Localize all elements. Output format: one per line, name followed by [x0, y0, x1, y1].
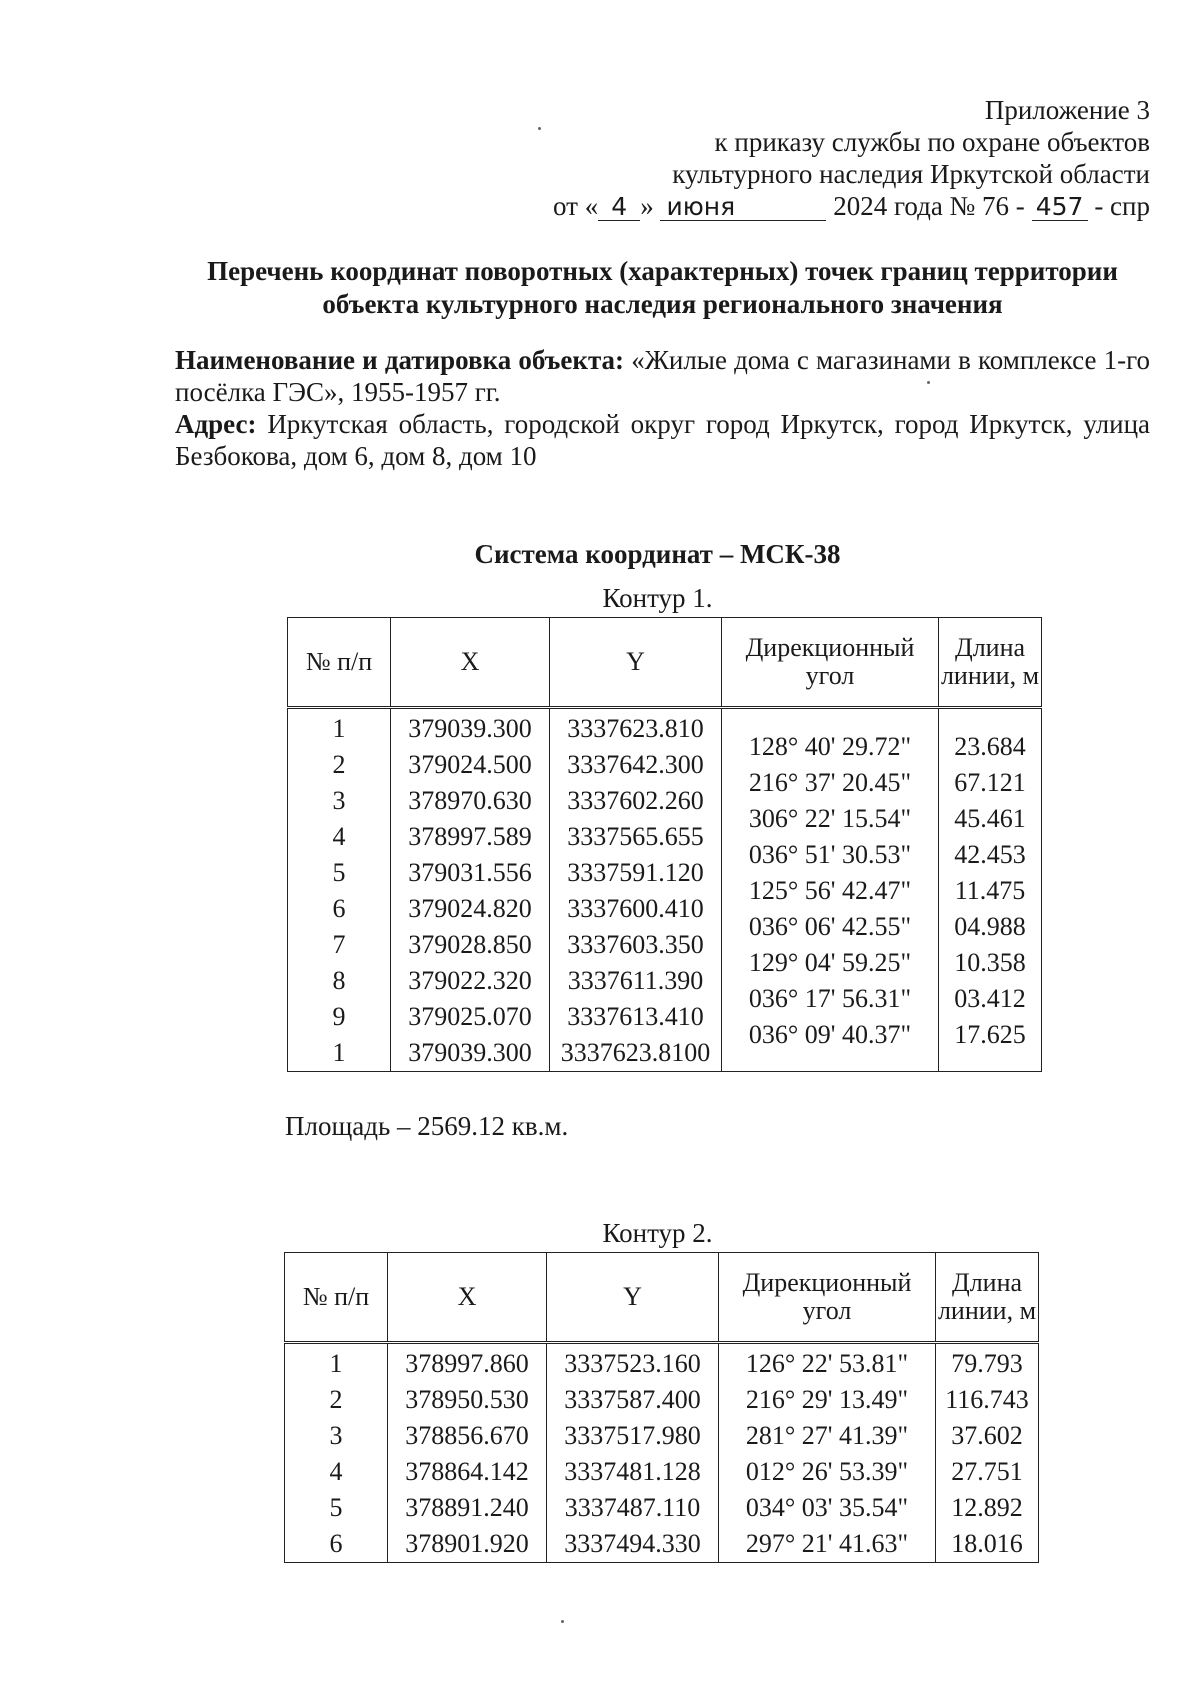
table-header-row	[288, 618, 1042, 708]
contour1-num-column	[288, 708, 391, 1072]
contour1-table	[287, 617, 1042, 1072]
document-title-line2: объекта культурного наследия регионального значения	[322, 289, 1003, 319]
header-length: Длина линии, м	[939, 618, 1042, 708]
y-coordinate: 3337642.300	[567, 750, 704, 779]
document-title-line1: Перечень координат поворотных (характерных) точек границ территории	[207, 256, 1118, 286]
point-num: 6	[332, 894, 346, 923]
object-address-value: Иркутская область, городской округ город Иркутск, город Иркутск, улица Безбокова, дом 6, дом 8, дом 10	[175, 409, 1151, 471]
line-length: 17.625	[954, 1020, 1026, 1049]
x-coordinate: 379022.320	[408, 966, 532, 995]
y-coordinate: 3337603.350	[567, 930, 704, 959]
y-coordinate: 3337517.980	[564, 1421, 701, 1450]
contour1-area: Площадь – 2569.12 кв.м.	[285, 1111, 569, 1141]
point-num: 3	[332, 786, 346, 815]
header-length: Длина линии, м	[936, 1253, 1039, 1343]
header-num: № п/п	[285, 1253, 388, 1343]
object-name-label: Наименование и датировка объекта:	[175, 345, 625, 375]
line-length: 37.602	[951, 1421, 1023, 1450]
y-coordinate: 3337623.810	[567, 714, 704, 743]
contour1-x-column	[391, 708, 550, 1072]
direction-angle: 126° 22' 53.81"	[745, 1349, 909, 1378]
point-num: 1	[329, 1349, 343, 1378]
x-coordinate: 379039.300	[408, 1038, 532, 1067]
line-length: 18.016	[951, 1529, 1023, 1558]
date-mid: »	[640, 191, 654, 221]
header-angle: Дирекционный угол	[722, 618, 939, 708]
point-num: 4	[329, 1457, 343, 1486]
coordinate-system-title: Система координат – МСК-38	[474, 539, 841, 569]
line-length: 12.892	[951, 1493, 1023, 1522]
direction-angle: 306° 22' 15.54"	[748, 804, 912, 833]
y-coordinate: 3337613.410	[567, 1002, 704, 1031]
contour2-y-column	[547, 1343, 719, 1563]
y-coordinate: 3337523.160	[564, 1349, 701, 1378]
x-coordinate: 378864.142	[405, 1457, 529, 1486]
contour1-y-column	[550, 708, 722, 1072]
header-angle: Дирекционный угол	[719, 1253, 936, 1343]
contour1-label: Контур 1.	[602, 583, 713, 613]
handwritten-month: июня	[660, 194, 826, 221]
line-length: 11.475	[954, 876, 1026, 905]
x-coordinate: 379024.820	[408, 894, 532, 923]
contour2-body	[285, 1343, 1039, 1563]
y-coordinate: 3337487.110	[564, 1493, 701, 1522]
header-y: Y	[550, 618, 722, 708]
line-length: 67.121	[954, 768, 1026, 797]
line-length: 116.743	[945, 1385, 1029, 1414]
y-coordinate: 3337481.128	[564, 1457, 701, 1486]
line-length: 42.453	[954, 840, 1026, 869]
object-name-value: «Жилые дома с магазинами в комплексе 1-го посёлка ГЭС», 1955-1957 гг.	[175, 345, 1151, 407]
x-coordinate: 378856.670	[405, 1421, 529, 1450]
contour2-angle-column	[719, 1343, 936, 1563]
handwritten-day: 4	[598, 194, 640, 221]
table-header-row	[285, 1253, 1039, 1343]
object-address-label: Адрес:	[175, 409, 257, 439]
direction-angle: 216° 29' 13.49"	[745, 1385, 909, 1414]
direction-angle: 036° 17' 56.31"	[748, 984, 912, 1013]
direction-angle: 036° 09' 40.37"	[748, 1020, 912, 1049]
appendix-order-line: к приказу службы по охране объектов	[714, 127, 1150, 157]
direction-angle: 129° 04' 59.25"	[748, 948, 912, 977]
x-coordinate: 378950.530	[405, 1385, 529, 1414]
header-num: № п/п	[288, 618, 391, 708]
line-length: 03.412	[954, 984, 1026, 1013]
y-coordinate: 3337611.390	[567, 966, 704, 995]
direction-angle: 036° 51' 30.53"	[748, 840, 912, 869]
point-num: 5	[329, 1493, 343, 1522]
point-num: 2	[332, 750, 346, 779]
point-num: 6	[329, 1529, 343, 1558]
line-length: 27.751	[951, 1457, 1023, 1486]
object-name-paragraph	[175, 344, 1150, 408]
y-coordinate: 3337623.8100	[560, 1038, 711, 1067]
direction-angle: 012° 26' 53.39"	[745, 1457, 909, 1486]
contour1-body	[288, 708, 1042, 1072]
y-coordinate: 3337494.330	[564, 1529, 701, 1558]
point-num: 1	[332, 714, 346, 743]
appendix-number: Приложение 3	[984, 95, 1150, 125]
y-coordinate: 3337587.400	[564, 1385, 701, 1414]
appendix-header	[450, 94, 1150, 222]
contour2-table	[284, 1252, 1039, 1563]
point-num: 4	[332, 822, 346, 851]
line-length: 04.988	[954, 912, 1026, 941]
object-address-paragraph	[175, 408, 1150, 472]
document-title	[175, 255, 1150, 321]
direction-angle: 297° 21' 41.63"	[745, 1529, 909, 1558]
direction-angle: 281° 27' 41.39"	[745, 1421, 909, 1450]
x-coordinate: 379031.556	[408, 858, 532, 887]
x-coordinate: 379024.500	[408, 750, 532, 779]
object-info	[175, 344, 1150, 472]
header-x: X	[388, 1253, 547, 1343]
x-coordinate: 378997.589	[408, 822, 532, 851]
x-coordinate: 378891.240	[405, 1493, 529, 1522]
point-num: 5	[332, 858, 346, 887]
line-length: 79.793	[951, 1349, 1023, 1378]
direction-angle: 216° 37' 20.45"	[748, 768, 912, 797]
appendix-service-line: культурного наследия Иркутской области	[672, 159, 1150, 189]
contour1-angle-column	[722, 708, 939, 1072]
direction-angle: 125° 56' 42.47"	[748, 876, 912, 905]
contour1-length-column	[939, 708, 1042, 1072]
x-coordinate: 379039.300	[408, 714, 532, 743]
x-coordinate: 378997.860	[405, 1349, 529, 1378]
line-length: 45.461	[954, 804, 1026, 833]
appendix-date-line	[450, 190, 1150, 222]
contour2-label: Контур 2.	[602, 1218, 713, 1248]
point-num: 7	[332, 930, 346, 959]
scan-speck	[927, 381, 930, 384]
point-num: 8	[332, 966, 346, 995]
x-coordinate: 378901.920	[405, 1529, 529, 1558]
point-num: 3	[329, 1421, 343, 1450]
header-y: Y	[547, 1253, 719, 1343]
header-x: X	[391, 618, 550, 708]
line-length: 23.684	[954, 732, 1026, 761]
scan-speck	[561, 1620, 564, 1623]
line-length: 10.358	[954, 948, 1026, 977]
order-year-text: 2024 года № 76 -	[833, 191, 1025, 221]
y-coordinate: 3337565.655	[567, 822, 704, 851]
point-num: 1	[332, 1038, 346, 1067]
direction-angle: 128° 40' 29.72"	[748, 732, 912, 761]
point-num: 2	[329, 1385, 343, 1414]
date-prefix: от «	[553, 191, 599, 221]
y-coordinate: 3337602.260	[567, 786, 704, 815]
direction-angle: 036° 06' 42.55"	[748, 912, 912, 941]
direction-angle: 034° 03' 35.54"	[745, 1493, 909, 1522]
x-coordinate: 379025.070	[408, 1002, 532, 1031]
contour2-x-column	[388, 1343, 547, 1563]
point-num: 9	[332, 1002, 346, 1031]
scan-speck	[538, 127, 541, 130]
x-coordinate: 379028.850	[408, 930, 532, 959]
order-suffix: - спр	[1094, 191, 1150, 221]
contour2-num-column	[285, 1343, 388, 1563]
y-coordinate: 3337591.120	[567, 858, 704, 887]
y-coordinate: 3337600.410	[567, 894, 704, 923]
handwritten-order-number: 457	[1032, 194, 1088, 221]
x-coordinate: 378970.630	[408, 786, 532, 815]
contour2-length-column	[936, 1343, 1039, 1563]
